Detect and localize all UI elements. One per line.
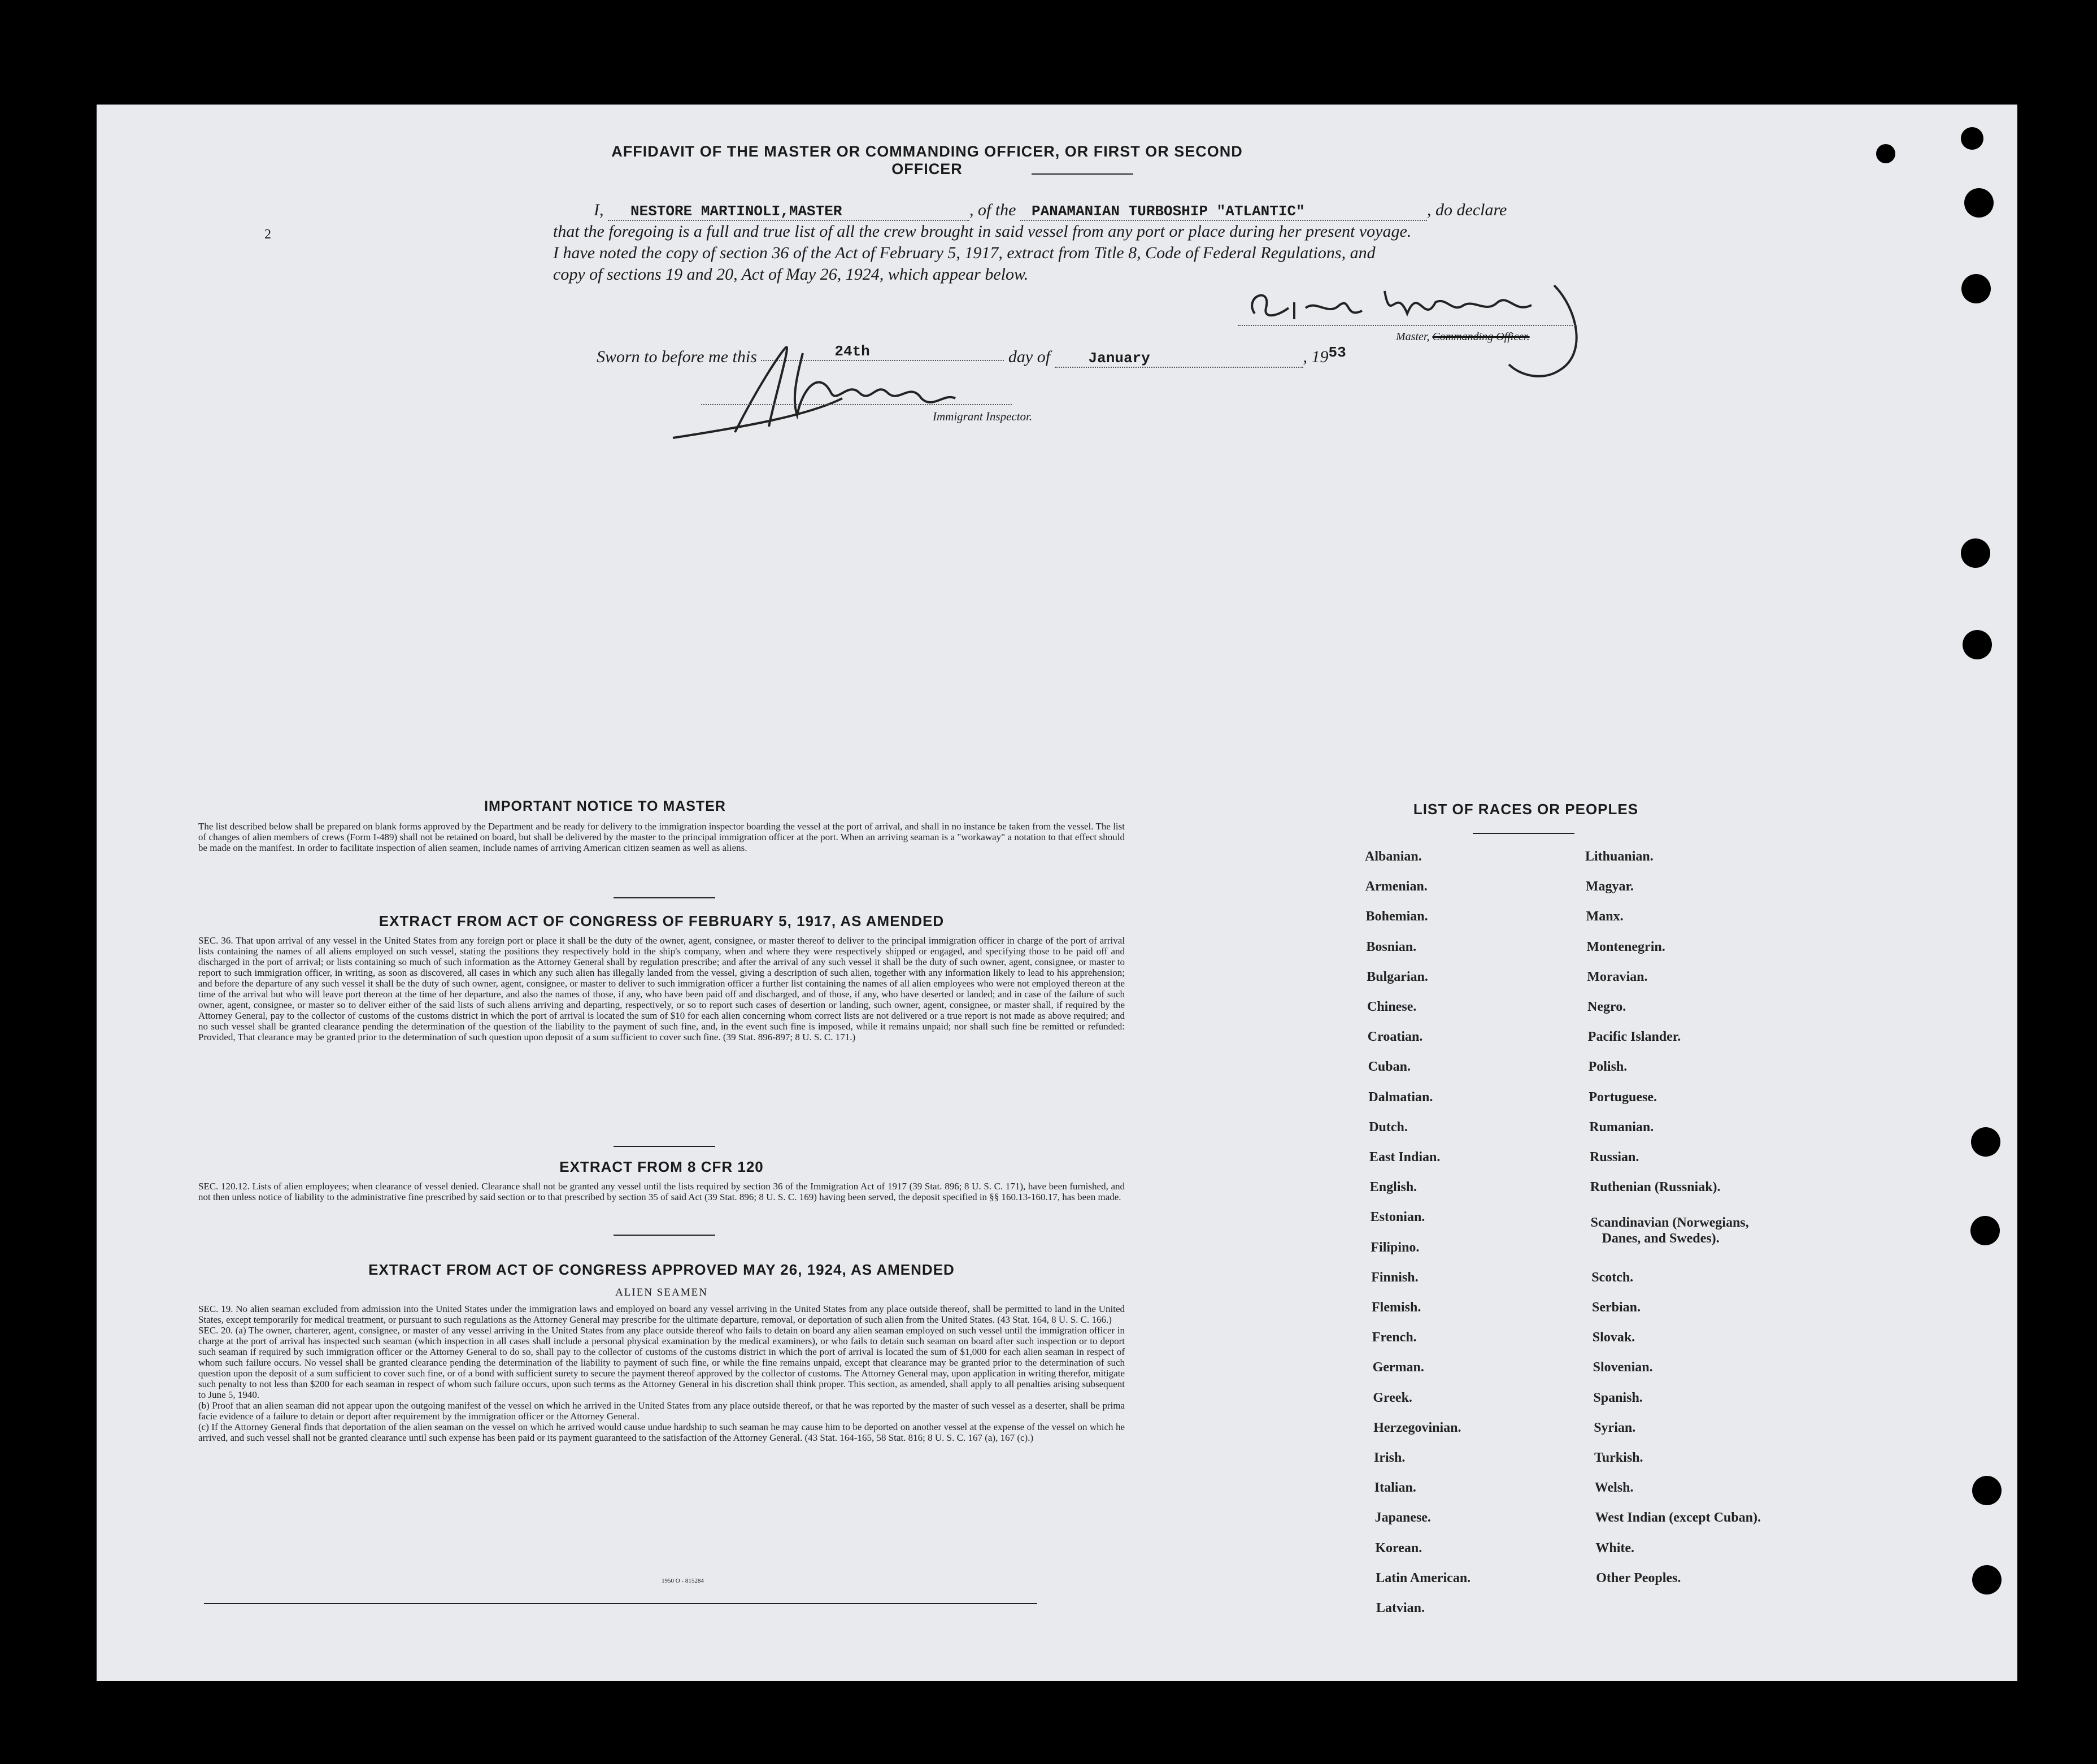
race-item: Moravian. <box>1587 969 1648 984</box>
margin-mark: 2 <box>264 227 271 242</box>
extract-1924-title: EXTRACT FROM ACT OF CONGRESS APPROVED MAY 26, 1924, AS AMENDED <box>368 1261 955 1278</box>
inspector-signature-line <box>701 404 1012 405</box>
year-field: 53 <box>1328 344 1346 361</box>
race-item: Filipino. <box>1371 1240 1420 1255</box>
races-title: LIST OF RACES OR PEOPLES <box>1413 801 1639 818</box>
punch-hole <box>1961 538 1990 568</box>
race-item: Latin American. <box>1376 1570 1471 1585</box>
race-item: Montenegrin. <box>1586 939 1665 954</box>
extract-1917-divider <box>614 1146 715 1147</box>
sec-20c-text: (c) If the Attorney General finds that deportation of the alien seaman on the vessel on which he arrived would cause undue hardship to such seaman he may cause him to be deported on another vessel at the expense of the vessel on which he arrived, and such vessel shall not be granted clearance until such expense has been paid or its payment guaranteed to the satisfaction of the Attorney General. (43 Stat. 164-165, 58 Stat. 816; 8 U. S. C. 167 (a), 167 (c).) <box>198 1422 1125 1443</box>
extract-1917-title: EXTRACT FROM ACT OF CONGRESS OF FEBRUARY 5, 1917, AS AMENDED <box>378 913 945 929</box>
race-item: Estonian. <box>1370 1210 1425 1225</box>
race-item: Turkish. <box>1594 1450 1643 1465</box>
race-item: Slovenian. <box>1593 1360 1653 1375</box>
extract-cfr-divider <box>614 1235 715 1236</box>
sec-19-text: SEC. 19. No alien seaman excluded from admission into the United States under the immigration laws and employed on board any vessel arriving in the United States from any place outside thereof, shall be permitted to land in the United States, except temporarily for medical treatment, or pursuant to such regulations as the Attorney General may prescribe for the ultimate departure, removal, or deportation of such alien from the United States. (43 Stat. 164, 8 U. S. C. 166.) <box>198 1304 1125 1325</box>
race-item: Bulgarian. <box>1367 969 1428 984</box>
sec-20b-text: (b) Proof that an alien seaman did not appear upon the outgoing manifest of the vessel on which he arrived in the United States from any place outside thereof, or that he was reported by the master of such vessel as a deserter, shall be prima facie evidence of a failure to detain or deport after requirement by the immigration officer or the Attorney General. <box>198 1400 1125 1422</box>
race-item: Armenian. <box>1365 879 1428 894</box>
race-item: Dalmatian. <box>1368 1089 1433 1105</box>
punch-hole <box>1971 1127 2000 1157</box>
race-item: Portuguese. <box>1589 1089 1657 1105</box>
punch-hole <box>1964 188 1994 218</box>
inspector-label: Immigrant Inspector. <box>933 410 1033 423</box>
declare-label: , do declare <box>1427 201 1507 219</box>
race-item: Bosnian. <box>1366 939 1417 954</box>
race-item: Pacific Islander. <box>1587 1029 1681 1045</box>
punch-hole <box>1961 127 1983 150</box>
race-item: Magyar. <box>1585 879 1634 894</box>
race-item: Italian. <box>1374 1480 1416 1496</box>
race-item: Albanian. <box>1365 849 1422 864</box>
extract-cfr-text: SEC. 120.12. Lists of alien employees; when clearance of vessel denied. Clearance shall not be granted any vessel until the lists required by section 36 of the Immigration Act of 1917 (39 Stat. 896; 8 U. S. C. 171), have been furnished, and not then unless notice of liability to the administrative fine prescribed by said section or to that prescribed by section 35 of said Act (39 Stat. 896; 8 U. S. C. 169) having been served, the deposit specified in §§ 160.13-160.17, has been made. <box>198 1181 1125 1202</box>
master-name-field: NESTORE MARTINOLI,MASTER <box>608 203 969 221</box>
i-label: I, <box>594 201 604 219</box>
race-item: Syrian. <box>1594 1420 1636 1435</box>
punch-hole <box>1970 1216 2000 1245</box>
declaration-line-1 <box>594 201 1724 221</box>
affidavit-title: AFFIDAVIT OF THE MASTER OR COMMANDING OFFICER, OR FIRST OR SECOND OFFICER <box>611 143 1243 177</box>
declaration-line-4: copy of sections 19 and 20, Act of May 26, 1924, which appear below. <box>553 265 1029 284</box>
race-item: Polish. <box>1588 1059 1628 1075</box>
race-item: Serbian. <box>1592 1300 1641 1315</box>
race-item: Other Peoples. <box>1596 1570 1681 1585</box>
race-item: East Indian. <box>1369 1150 1441 1165</box>
declaration-line-3: I have noted the copy of section 36 of the Act of February 5, 1917, extract from Title 8, Code of Federal Regulations, and <box>553 244 1376 262</box>
extract-cfr-title: EXTRACT FROM 8 CFR 120 <box>559 1158 764 1175</box>
race-item: Spanish. <box>1593 1390 1643 1405</box>
race-item: Rumanian. <box>1589 1119 1654 1135</box>
race-item: Croatian. <box>1367 1029 1423 1045</box>
punch-hole <box>1963 630 1992 659</box>
races-divider <box>1473 833 1574 834</box>
of-the-label: , of the <box>969 201 1016 219</box>
race-item: Danes, and Swedes). <box>1602 1231 1720 1246</box>
extract-1924-body <box>198 1304 1125 1443</box>
race-item: White. <box>1595 1540 1635 1556</box>
race-item: Korean. <box>1375 1540 1422 1556</box>
declaration-line-2: that the foregoing is a full and true list of all the crew brought in said vessel from any port or place during her present voyage. <box>553 222 1412 241</box>
race-item: German. <box>1372 1360 1424 1375</box>
punch-hole <box>1876 144 1895 163</box>
inspector-signature <box>662 331 1000 444</box>
master-signature-line <box>1238 325 1577 326</box>
form-code: 1950 O - 815284 <box>662 1578 704 1584</box>
vessel-name-field: PANAMANIAN TURBOSHIP "ATLANTIC" <box>1020 203 1427 221</box>
race-item: Japanese. <box>1374 1510 1431 1526</box>
race-item: Greek. <box>1373 1390 1412 1405</box>
master-label: Master, Commanding Officer. <box>1396 331 1530 343</box>
race-item: West Indian (except Cuban). <box>1595 1510 1761 1526</box>
day-of-label: day of <box>1008 347 1051 366</box>
race-item: Negro. <box>1587 1000 1626 1014</box>
struck-title: Commanding Officer. <box>1432 331 1530 343</box>
notice-title: IMPORTANT NOTICE TO MASTER <box>484 798 726 814</box>
race-item: Slovak. <box>1592 1330 1635 1345</box>
race-item: Scotch. <box>1591 1270 1634 1285</box>
notice-text: The list described below shall be prepared on blank forms approved by the Department and be ready for delivery to the immigration inspector boarding the vessel at the port of arrival, and shall in no instance be taken from the vessel. The list of changes of alien members of crews (Form I-489) shall not be retained on board, but shall be delivered by the master to the principal immigration officer at the port. When an arriving seaman is a "workaway" a notation to that effect should be made on the manifest. In order to facilitate inspection of alien seamen, include names of arriving American citizen seamen as well as aliens. <box>198 821 1125 853</box>
month-field: January <box>1055 350 1303 368</box>
race-item: Dutch. <box>1369 1119 1408 1135</box>
punch-hole <box>1972 1565 2002 1594</box>
day-field: 24th <box>761 343 1004 361</box>
notice-divider <box>614 897 715 898</box>
extract-1917-text: SEC. 36. That upon arrival of any vessel in the United States from any foreign port or place it shall be the duty of the owner, agent, consignee, or master thereof to deliver to the principal immigration officer in charge of the port of arrival lists containing the names of all aliens employed on such vessel, stating the positions they respectively hold in the ship's company, when and where they were respectively shipped or engaged, and specifying those to be paid off and discharged in the port of arrival; or lists containing so much of such information as the Attorney General shall by regulation prescribe; and after the arrival of any such vessel it shall be the duty of such owner, agent, consignee, or master to report to such immigration officer, in writing, as soon as discovered, all cases in which any such alien has illegally landed from the vessel, giving a description of such alien, together with any information likely to lead to his apprehension; and before the departure of any such vessel it shall be the duty of such owner, agent, consignee, or master to deliver to such immigration officer a further list containing the names of all alien employees who were not employed thereon at the time of the arrival but who will leave port thereon at the time of her departure, and also the names of those, if any, who have been paid off and discharged, and of those, if any, who have deserted or landed; and in case of the failure of such owner, agent, consignee, or master so to deliver either of the said lists of such aliens arriving and departing, respectively, or so to report such cases of desertion or landing, such owner, agent, consignee, or master shall, if required by the Attorney General, pay to the collector of customs of the customs district in which the port of arrival is located the sum of $10 for each alien concerning whom correct lists are not delivered or a true report is not made as above required; and no such vessel shall be granted clearance pending the determination of the question of the liability to the payment of such fine, and, in the event such fine is imposed, while it remains unpaid; nor shall such fine be remitted or refunded: Provided, That clearance may be granted prior to the determination of such question upon deposit of a sum sufficient to cover such fine. (39 Stat. 896-897; 8 U. S. C. 171.) <box>198 935 1125 1042</box>
race-item: Manx. <box>1586 909 1624 924</box>
document-sheet <box>97 105 2017 1681</box>
alien-seamen-subtitle: ALIEN SEAMEN <box>615 1287 708 1298</box>
sec-20a-text: SEC. 20. (a) The owner, charterer, agent, consignee, or master of any vessel arriving in the United States from any place outside thereof who fails to detain on board any alien seaman employed on such vessel until the immigration officer in charge at the port of arrival has inspected such seaman (which inspection in all cases shall include a personal physical examination by the medical examiners), or who fails to detain such seaman on board after such inspection or to deport such seaman if required by such immigration officer or the Attorney General to do so, shall pay to the collector of customs of the customs district in which the port of arrival is located the sum of $1,000 for each alien seaman in respect of whom such failure occurs. No vessel shall be granted clearance pending the determination of the liability to payment of such fine, or while the fine remains unpaid, except that clearance may be granted prior to the determination of such question upon the deposit of a sum sufficient to cover such fine, or of a bond with sufficient surety to secure the payment thereof approved by the collector of customs. The Attorney General may, upon application in writing therefor, mitigate such penalty to not less than $200 for each seaman in respect of whom such failure occurs, upon such terms as the Attorney General in his discretion shall think proper. This section, as amended, shall apply to all penalties arising subsequent to June 5, 1940. <box>198 1325 1125 1400</box>
race-item: Finnish. <box>1371 1270 1419 1285</box>
race-item: French. <box>1372 1330 1417 1345</box>
race-item: Bohemian. <box>1365 909 1428 924</box>
race-item: Ruthenian (Russniak). <box>1590 1180 1721 1195</box>
race-item: Lithuanian. <box>1585 849 1654 864</box>
race-item: Latvian. <box>1376 1601 1425 1615</box>
race-item: Flemish. <box>1372 1300 1421 1315</box>
race-item: Irish. <box>1374 1450 1406 1465</box>
year-prefix: , 19 <box>1303 347 1329 366</box>
sworn-label: Sworn to before me this <box>597 347 757 366</box>
race-item: Welsh. <box>1594 1480 1634 1496</box>
race-item: Russian. <box>1590 1150 1639 1165</box>
race-item: Scandinavian (Norwegians, <box>1590 1215 1749 1231</box>
punch-hole <box>1961 274 1991 303</box>
race-item: Herzegovinian. <box>1373 1420 1461 1435</box>
bottom-rule <box>204 1603 1037 1604</box>
title-divider <box>1032 173 1133 175</box>
race-item: Cuban. <box>1368 1059 1411 1075</box>
race-item: English. <box>1369 1180 1417 1195</box>
race-item: Chinese. <box>1367 1000 1417 1014</box>
punch-hole <box>1972 1476 2002 1505</box>
